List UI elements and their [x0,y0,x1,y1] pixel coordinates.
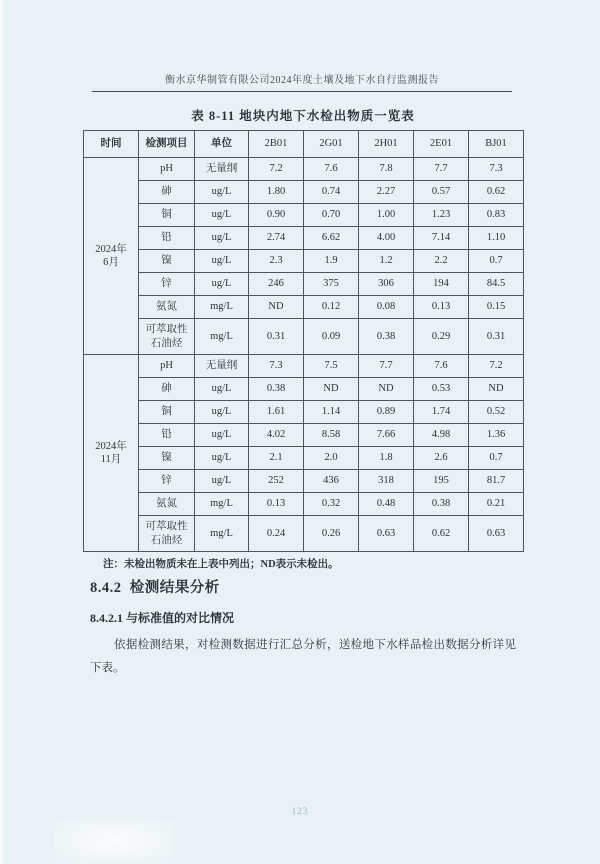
time-cell: 2024年 6月 [84,158,139,355]
value-cell: 0.74 [304,181,359,204]
value-cell: 7.7 [414,158,469,181]
table-row [84,447,524,470]
value-cell: 1.61 [249,401,304,424]
value-cell: 7.3 [469,158,524,181]
value-cell: 0.13 [249,493,304,516]
unit-cell: mg/L [195,493,249,516]
value-cell: 0.62 [469,181,524,204]
value-cell: 0.83 [469,204,524,227]
unit-cell: ug/L [195,273,249,296]
unit-cell: mg/L [195,516,249,552]
value-cell: 2.2 [414,250,469,273]
value-cell: 0.13 [414,296,469,319]
value-cell: 0.63 [469,516,524,552]
value-cell: 7.66 [359,424,414,447]
value-cell: 6.62 [304,227,359,250]
value-cell: 2.74 [249,227,304,250]
value-cell: 375 [304,273,359,296]
unit-cell: ug/L [195,204,249,227]
value-cell: 2.1 [249,447,304,470]
table-row [84,181,524,204]
value-cell: 1.00 [359,204,414,227]
item-cell: 锌 [139,470,195,493]
value-cell: 0.53 [414,378,469,401]
table-row [84,516,524,552]
value-cell: 2.0 [304,447,359,470]
value-cell: 4.98 [414,424,469,447]
value-cell: 4.00 [359,227,414,250]
value-cell: 0.63 [359,516,414,552]
value-cell: 0.29 [414,319,469,355]
value-cell: ND [359,378,414,401]
item-cell: 砷 [139,378,195,401]
body-paragraph: 依据检测结果，对检测数据进行汇总分析，送检地下水样品检出数据分析详见下表。 [90,639,516,674]
value-cell: 1.74 [414,401,469,424]
column-header: 2H01 [359,131,414,158]
scan-edge-artifact [0,0,6,864]
value-cell: 0.31 [249,319,304,355]
value-cell: 0.57 [414,181,469,204]
value-cell: 0.15 [469,296,524,319]
value-cell: 1.9 [304,250,359,273]
value-cell: 1.8 [359,447,414,470]
report-header: 衡水京华制管有限公司2024年度土壤及地下水自行监测报告 [92,74,512,92]
value-cell: 0.12 [304,296,359,319]
value-cell: 0.24 [249,516,304,552]
item-cell: 可萃取性石油烃 [139,516,195,552]
value-cell: 0.08 [359,296,414,319]
scan-blob-artifact [55,818,175,864]
table-row [84,227,524,250]
unit-cell: 无量纲 [195,158,249,181]
table-note: 注：未检出物质未在上表中列出；ND表示未检出。 [103,559,339,570]
column-header: 2G01 [304,131,359,158]
value-cell: 0.89 [359,401,414,424]
column-header: 单位 [195,131,249,158]
value-cell: ND [469,378,524,401]
value-cell: 2.27 [359,181,414,204]
value-cell: 7.2 [469,355,524,378]
subsection-heading: 8.4.2.1 与标准值的对比情况 [90,611,235,625]
column-header: 检测项目 [139,131,195,158]
groundwater-results-table [83,130,524,552]
table-row [84,158,524,181]
unit-cell: ug/L [195,250,249,273]
value-cell: 7.8 [359,158,414,181]
column-header: BJ01 [469,131,524,158]
item-cell: 锌 [139,273,195,296]
item-cell: 镍 [139,250,195,273]
table-row [84,273,524,296]
value-cell: 7.6 [414,355,469,378]
value-cell: 0.38 [359,319,414,355]
value-cell: 1.23 [414,204,469,227]
item-cell: 氨氮 [139,493,195,516]
value-cell: 7.3 [249,355,304,378]
value-cell: 1.36 [469,424,524,447]
value-cell: 0.32 [304,493,359,516]
value-cell: 1.14 [304,401,359,424]
value-cell: 0.62 [414,516,469,552]
table-body [84,158,524,552]
time-cell: 2024年 11月 [84,355,139,552]
value-cell: 0.52 [469,401,524,424]
column-header: 2E01 [414,131,469,158]
value-cell: 0.09 [304,319,359,355]
value-cell: 7.5 [304,355,359,378]
item-cell: 可萃取性石油烃 [139,319,195,355]
value-cell: 84.5 [469,273,524,296]
value-cell: 246 [249,273,304,296]
table-row [84,493,524,516]
unit-cell: ug/L [195,181,249,204]
value-cell: 7.2 [249,158,304,181]
value-cell: 1.80 [249,181,304,204]
value-cell: 0.21 [469,493,524,516]
table-row [84,319,524,355]
value-cell: 0.26 [304,516,359,552]
item-cell: 铜 [139,204,195,227]
item-cell: pH [139,158,195,181]
section-heading: 8.4.2 检测结果分析 [90,580,220,596]
value-cell: 0.7 [469,447,524,470]
table-row [84,355,524,378]
value-cell: 7.14 [414,227,469,250]
value-cell: 306 [359,273,414,296]
page-number: 123 [291,806,309,816]
item-cell: 砷 [139,181,195,204]
value-cell: 2.3 [249,250,304,273]
value-cell: 0.38 [414,493,469,516]
table-row [84,204,524,227]
value-cell: 0.7 [469,250,524,273]
item-cell: 铜 [139,401,195,424]
table-row [84,401,524,424]
item-cell: pH [139,355,195,378]
unit-cell: 无量纲 [195,355,249,378]
value-cell: 2.6 [414,447,469,470]
value-cell: 0.48 [359,493,414,516]
value-cell: 252 [249,470,304,493]
unit-cell: ug/L [195,378,249,401]
item-cell: 铅 [139,424,195,447]
table-title: 表 8-11 地块内地下水检出物质一览表 [191,109,415,123]
value-cell: 81.7 [469,470,524,493]
table-header-row [84,131,524,158]
item-cell: 铅 [139,227,195,250]
table-row [84,470,524,493]
column-header: 时间 [84,131,139,158]
unit-cell: ug/L [195,227,249,250]
value-cell: 7.6 [304,158,359,181]
item-cell: 镍 [139,447,195,470]
value-cell: 1.2 [359,250,414,273]
column-header: 2B01 [249,131,304,158]
value-cell: 195 [414,470,469,493]
value-cell: 436 [304,470,359,493]
unit-cell: ug/L [195,470,249,493]
value-cell: 8.58 [304,424,359,447]
item-cell: 氨氮 [139,296,195,319]
table-row [84,250,524,273]
unit-cell: mg/L [195,319,249,355]
table-row [84,378,524,401]
value-cell: 0.90 [249,204,304,227]
table-row [84,296,524,319]
value-cell: 7.7 [359,355,414,378]
value-cell: 0.38 [249,378,304,401]
unit-cell: ug/L [195,401,249,424]
value-cell: ND [249,296,304,319]
value-cell: 0.70 [304,204,359,227]
table-row [84,424,524,447]
value-cell: 0.31 [469,319,524,355]
unit-cell: ug/L [195,424,249,447]
unit-cell: mg/L [195,296,249,319]
value-cell: 318 [359,470,414,493]
value-cell: 4.02 [249,424,304,447]
value-cell: ND [304,378,359,401]
value-cell: 194 [414,273,469,296]
value-cell: 1.10 [469,227,524,250]
unit-cell: ug/L [195,447,249,470]
